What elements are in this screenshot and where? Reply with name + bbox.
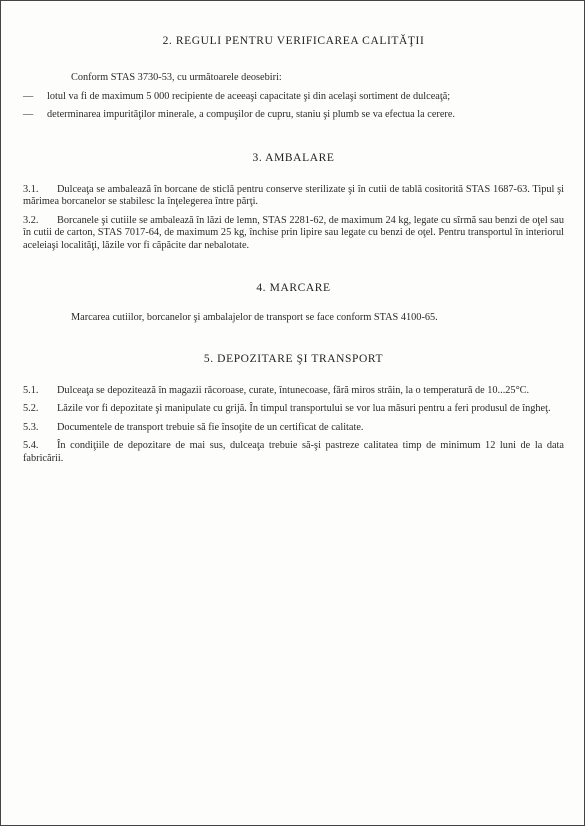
clause-text: Dulceaţa se depozitează în magazii răcoroase, curate, întunecoase, fără miros străin, la o temperatură de 10...25°C. [57,384,530,396]
bullet-text: lotul va fi de maximum 5 000 recipiente de aceeaşi capacitate şi din acelaşi sortiment de dulceaţă; [47,90,451,102]
clause-5-4 [23,440,564,465]
clause-number: 5.2. [23,403,39,414]
clause-5-3 [23,422,564,435]
clause-text: Lăzile vor fi depozitate şi manipulate cu grijă. În timpul transportului se vor lua măsuri pentru a feri produsul de îngheţ. [57,403,551,414]
clause-text: Dulceaţa se ambalează în borcane de sticlă pentru conserve sterilizate şi în cutii de tablă cositorită STAS 1687-63. Tipul şi mărimea borcanelor se stabilesc la înţelegerea între părţi. [23,183,564,207]
clause-text: În condiţiile de depozitare de mai sus, dulceaţa trebuie să-şi pastreze calitatea timp de minimum 12 luni de la data fabricării. [23,440,564,464]
clause-text: Borcanele şi cutiile se ambalează în lăzi de lemn, STAS 2281-62, de maximum 24 kg, legate cu sîrmă sau benzi de oţel sau în cutii de carton, STAS 7017-64, de maximum 25 kg, închise prin lipire sau legate cu benzi de oţel. Pentru transportul în interiorul aceleiaşi localităţi, lăzile vor fi căpăcite dar nebalotate. [23,214,564,251]
clause-number: 5.4. [23,440,39,451]
section-5-title: 5. DEPOZITARE ŞI TRANSPORT [203,352,384,365]
clause-3-1 [23,184,564,209]
clause-5-1 [23,385,564,398]
section-2-bullet [23,109,564,122]
section-2-intro: Conform STAS 3730-53, cu următoarele deosebiri: [71,72,282,83]
clause-number: 5.1. [23,384,39,396]
clause-number: 3.2. [23,214,39,226]
clause-text: Documentele de transport trebuie să fie însoţite de un certificat de calitate. [57,421,364,433]
document-content [23,35,564,465]
section-2-bullet [23,91,564,104]
section-4-title: 4. MARCARE [256,282,331,294]
clause-5-2 [23,403,564,416]
section-2-title: 2. REGULI PENTRU VERIFICAREA CALITĂŢII [162,35,425,47]
clause-number: 5.3. [23,421,39,433]
clause-3-2 [23,215,564,253]
clause-number: 3.1. [23,183,39,195]
section-4-text: Marcarea cutiilor, borcanelor şi ambalajelor de transport se face conform STAS 4100-65. [71,312,438,323]
bullet-text: determinarea impurităţilor minerale, a compuşilor de cupru, staniu şi plumb se va efectua la cerere. [47,109,455,120]
section-3-title: 3. AMBALARE [252,151,335,164]
dash-glyph: — [23,109,34,120]
dash-glyph: — [23,90,34,102]
